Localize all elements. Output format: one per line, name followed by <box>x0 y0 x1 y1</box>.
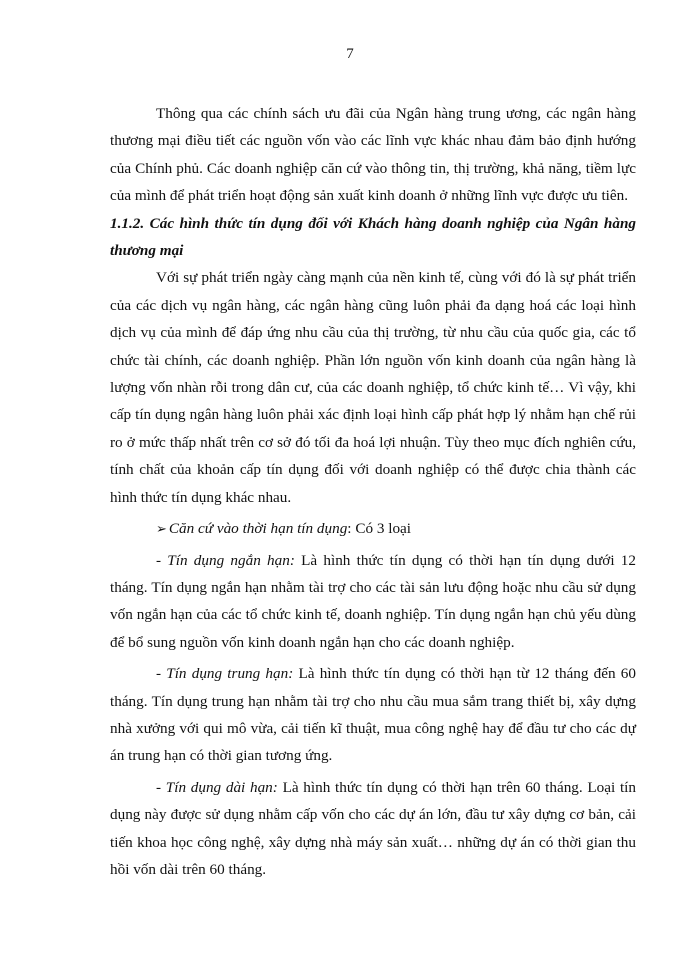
arrow-bullet-icon: ➢ <box>156 521 167 537</box>
intro-paragraph: Thông qua các chính sách ưu đãi của Ngân hàng trung ương, các ngân hàng thương mại điều tiết các nguồn vốn vào các lĩnh vực khác nhau đảm bảo định hướng của Chính phủ. Các doanh nghiệp căn cứ vào thông tin, thị trường, khả năng, tiềm lực của mình để phát triển hoạt động sản xuất kinh doanh ở những lĩnh vực được ưu tiên. <box>110 105 636 205</box>
long-term-paragraph <box>110 774 636 884</box>
page-number: 7 <box>346 46 354 62</box>
long-term-text: Là hình thức tín dụng có thời hạn trên 60 tháng. Loại tín dụng này được sử dụng nhằm cấp vốn cho các dự án lớn, đầu tư xây dựng cơ bản, cải tiến khoa học công nghệ, xây dựng nhà máy sản xuất… những dự án có thời gian thu hồi vốn dài trên 60 tháng. <box>110 778 636 878</box>
criterion-rest: : Có 3 loại <box>347 520 411 538</box>
medium-term-paragraph <box>110 660 636 770</box>
medium-term-label: - Tín dụng trung hạn: <box>156 665 294 683</box>
medium-term-text: Là hình thức tín dụng có thời hạn từ 12 tháng đến 60 tháng. Tín dụng trung hạn nhằm tài trợ cho nhu cầu mua sắm trang thiết bị, xây dựng nhà xưởng với qui mô vừa, cải tiến kĩ thuật, mua công nghệ hay để đầu tư cho các dự án trung hạn có thời gian tương ứng. <box>110 665 636 765</box>
short-term-paragraph <box>110 547 636 657</box>
page-body <box>110 100 636 883</box>
short-term-text: Là hình thức tín dụng có thời hạn tín dụng dưới 12 tháng. Tín dụng ngắn hạn nhằm tài trợ cho các tài sản lưu động hoặc nhu cầu sử dụng vốn ngắn hạn của các tổ chức kinh tế, doanh nghiệp. Tín dụng ngắn hạn chủ yếu dùng để bổ sung nguồn vốn kinh doanh ngắn hạn cho các doanh nghiệp. <box>110 551 636 651</box>
long-term-label: - Tín dụng dài hạn: <box>156 778 278 796</box>
section-heading: 1.1.2. Các hình thức tín dụng đối với Khách hàng doanh nghiệp của Ngân hàng thương mại <box>110 214 636 260</box>
body-paragraph: Với sự phát triển ngày càng mạnh của nền kinh tế, cùng với đó là sự phát triển của các dịch vụ ngân hàng, các ngân hàng cũng luôn phải đa dạng hoá các loại hình dịch vụ của mình để đáp ứng nhu cầu của thị trường, từ nhu cầu của quốc gia, các tổ chức tài chính, các doanh nghiệp. Phần lớn nguồn vốn kinh doanh của ngân hàng là lượng vốn nhàn rỗi trong dân cư, của các doanh nghiệp, tổ chức kinh tế… Vì vậy, khi cấp tín dụng ngân hàng luôn phải xác định loại hình cấp phát hợp lý nhằm hạn chế rủi ro ở mức thấp nhất trên cơ sở đó tối đa hoá lợi nhuận. Tùy theo mục đích nghiên cứu, tính chất của khoản cấp tín dụng đối với doanh nghiệp có thể được chia thành các hình thức tín dụng khác nhau. <box>110 269 636 506</box>
criterion-label: Căn cứ vào thời hạn tín dụng <box>168 520 348 538</box>
criterion-line <box>110 515 636 542</box>
short-term-label: - Tín dụng ngắn hạn: <box>156 551 295 569</box>
